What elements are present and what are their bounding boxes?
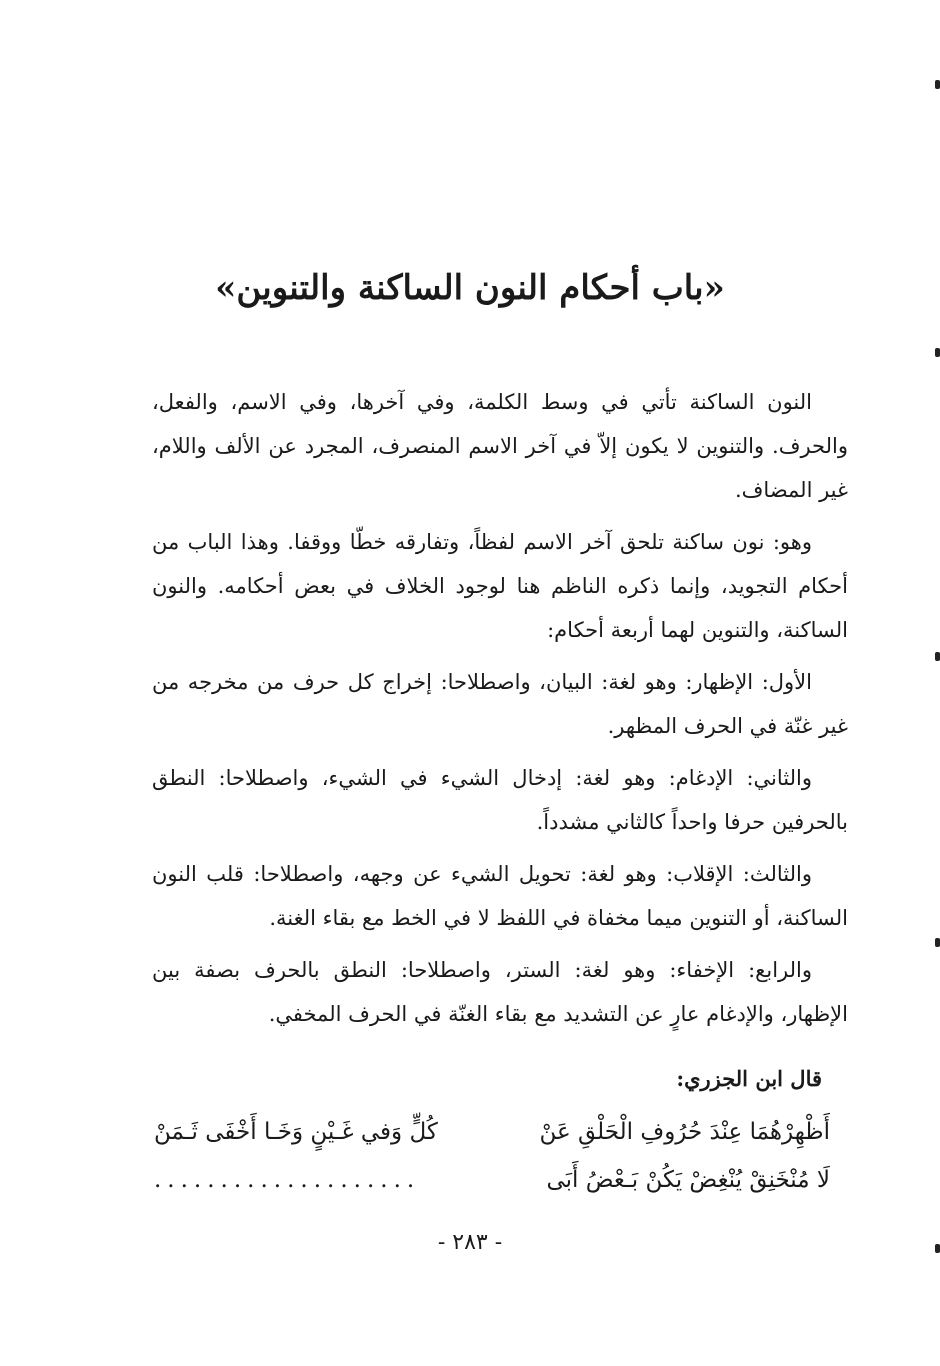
paragraph-intro: النون الساكنة تأتي في وسط الكلمة، وفي آخرها، وفي الاسم، والفعل، والحرف. والتنوين لا يكون إلاّ في آخر الاسم المنصرف، المجرد عن الألف واللام، غير المضاف. (152, 390, 848, 502)
quote-intro: قال ابن الجزري: (676, 1066, 822, 1091)
paragraph-ikhfa: والرابع: الإخفاء: وهو لغة: الستر، واصطلاحا: النطق بالحرف بصفة بين الإظهار، والإدغام عارٍ عن التشديد مع بقاء الغنّة في الحرف المخفي. (152, 958, 848, 1026)
verse-line (154, 1160, 830, 1200)
scan-edge-mark (935, 1244, 940, 1253)
paragraph-idgham: والثاني: الإدغام: وهو لغة: إدخال الشيء في الشيء، واصطلاحا: النطق بالحرفين حرفا واحداً كالثاني مشدداً. (152, 766, 848, 834)
verse-ellipsis: .................... (154, 1167, 421, 1193)
scan-edge-mark (935, 80, 940, 89)
verse-line (154, 1112, 830, 1152)
chapter-title: «باب أحكام النون الساكنة والتنوين» (215, 268, 725, 308)
page-number: - ٢٨٣ - (437, 1230, 503, 1255)
paragraph-iqlab: والثالث: الإقلاب: وهو لغة: تحويل الشيء عن وجهه، واصطلاحا: قلب النون الساكنة، أو التنوين ميما مخفاة في اللفظ لا في الخط مع بقاء الغنة. (152, 862, 848, 930)
scan-edge-mark (935, 348, 940, 357)
scan-edge-mark (935, 652, 940, 661)
body-text (152, 380, 848, 1044)
verse-first-hemistich: لَا مُنْخَنِقْ يُنْغِضْ يَكُنْ بَـعْضُ أَبَى (546, 1167, 830, 1193)
paragraph-definition: وهو: نون ساكنة تلحق آخر الاسم لفظاً، وتفارقه خطّا ووقفا. وهذا الباب من أحكام التجويد، وإنما ذكره الناظم هنا لوجود الخلاف في بعض أحكامه. والنون الساكنة، والتنوين لهما أربعة أحكام: (152, 530, 848, 642)
scan-edge-mark (935, 938, 940, 947)
paragraph-izhar: الأول: الإظهار: وهو لغة: البيان، واصطلاحا: إخراج كل حرف من مخرجه من غير غنّة في الحرف المظهر. (152, 670, 848, 738)
verse-first-hemistich: أَظْهِرْهُمَا عِنْدَ حُرُوفِ الْحَلْقِ عَنْ (539, 1119, 830, 1145)
verse-second-hemistich: كُلٍّ وَفي غَـيْنٍ وَخَـا أَخْفَى ثَـمَنْ (154, 1119, 438, 1145)
